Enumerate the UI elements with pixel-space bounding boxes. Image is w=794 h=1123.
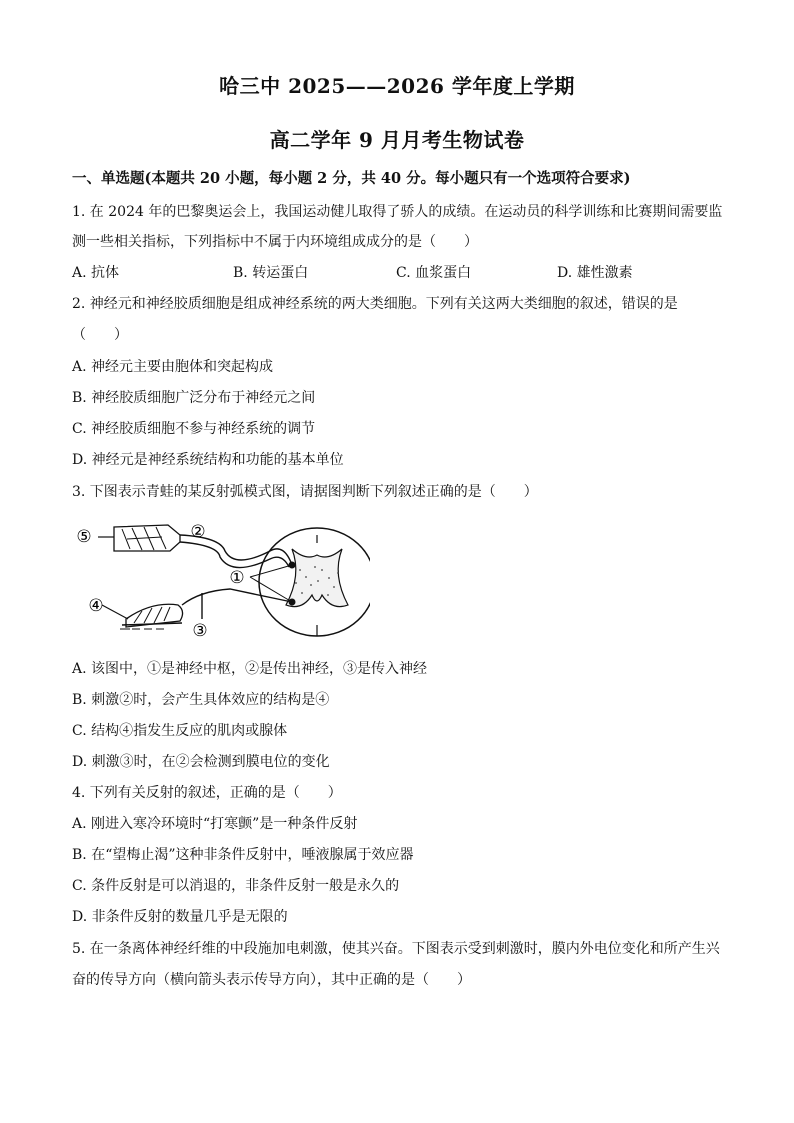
q3-option-b: B. 刺激②时，会产生具体效应的结构是④ [72, 692, 330, 708]
q2-option-a: A. 神经元主要由胞体和突起构成 [72, 359, 274, 375]
q1-option-b: B. 转运蛋白 [233, 265, 309, 281]
q2-option-c: C. 神经胶质细胞不参与神经系统的调节 [72, 421, 316, 437]
spinal-cord [259, 528, 370, 636]
label-3: ③ [192, 621, 208, 641]
label-4: ④ [88, 596, 104, 616]
q5-stem-line1: 5. 在一条离体神经纤维的中段施加电刺激，使其兴奋。下图表示受到刺激时，膜内外电位变化和所产生兴 [72, 941, 720, 957]
label-5: ⑤ [76, 527, 92, 547]
section-heading: 一、单选题(本题共 20 小题，每小题 2 分，共 40 分。每小题只有一个选项符合要求) [72, 170, 631, 187]
label-1: ① [229, 568, 245, 588]
q4-option-d: D. 非条件反射的数量几乎是无限的 [72, 909, 288, 925]
q4-option-b: B. 在“望梅止渴”这种非条件反射中，唾液腺属于效应器 [72, 847, 414, 863]
receptor-5 [114, 525, 180, 551]
q5-stem-line2: 奋的传导方向（横向箭头表示传导方向），其中正确的是（ ） [72, 972, 471, 988]
q1-option-a: A. 抗体 [72, 265, 120, 281]
q3-stem: 3. 下图表示青蛙的某反射弧模式图，请据图判断下列叙述正确的是（ ） [72, 484, 538, 500]
q4-stem: 4. 下列有关反射的叙述，正确的是（ ） [72, 785, 342, 801]
q2-stem-line2: （ ） [72, 327, 128, 343]
q2-option-d: D. 神经元是神经系统结构和功能的基本单位 [72, 452, 344, 468]
q1-stem-line2: 测一些相关指标，下列指标中不属于内环境组成成分的是（ ） [72, 234, 478, 250]
q3-option-a: A. 该图中，①是神经中枢，②是传出神经，③是传入神经 [72, 661, 428, 677]
q3-option-c: C. 结构④指发生反应的肌肉或腺体 [72, 723, 288, 739]
label-2: ② [190, 522, 206, 542]
q2-stem-line1: 2. 神经元和神经胶质细胞是组成神经系统的两大类细胞。下列有关这两大类细胞的叙述，错误的是 [72, 296, 678, 312]
reflex-arc-diagram [70, 515, 370, 645]
q1-option-c: C. 血浆蛋白 [396, 265, 472, 281]
effector-4 [120, 604, 183, 629]
q2-option-b: B. 神经胶质细胞广泛分布于神经元之间 [72, 390, 316, 406]
q4-option-c: C. 条件反射是可以消退的，非条件反射一般是永久的 [72, 878, 400, 894]
q3-option-d: D. 刺激③时，在②会检测到膜电位的变化 [72, 754, 330, 770]
q4-option-a: A. 刚进入寒冷环境时“打寒颤”是一种条件反射 [72, 816, 358, 832]
q1-stem-line1: 1. 在 2024 年的巴黎奥运会上，我国运动健儿取得了骄人的成绩。在运动员的科学训练和比赛期间需要监 [72, 204, 723, 220]
exam-title-line1: 哈三中 2025——2026 学年度上学期 [219, 74, 575, 98]
q1-option-d: D. 雄性激素 [557, 265, 633, 281]
exam-title-line2: 高二学年 9 月月考生物试卷 [269, 128, 525, 152]
